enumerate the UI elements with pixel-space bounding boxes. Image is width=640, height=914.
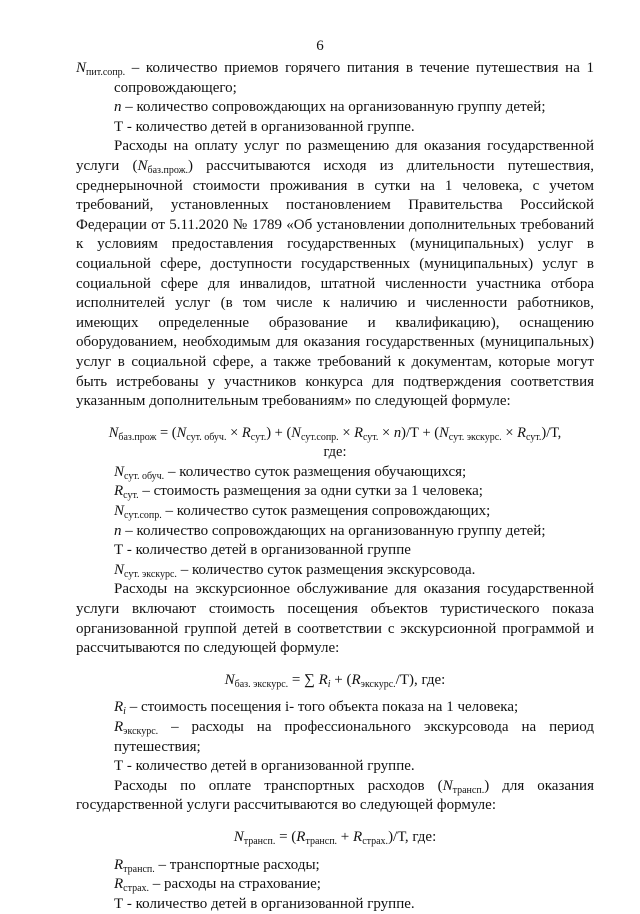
def-object-visit-cost: $R_i$ – стоимость посещения i- того объекта показа на 1 человека;	[114, 699, 519, 718]
formula-accommodation: $N_{баз.прож} = (N_{сут. обуч.} \times R_{сут.}) + (N_{сут.сопр.} \times R_{сут.} \times n)/Т + (N_{сут. экскурс.} \times R_{сут.})/Т$,	[108, 424, 562, 443]
def-nights-students: $N_{сут. обуч.}$ – количество суток размещения обучающихся;	[114, 463, 467, 482]
document-body	[76, 59, 594, 914]
page-number: 6	[316, 38, 324, 54]
paragraph-excursion: Расходы на экскурсионное обслуживание для оказания государственной услуги включают стоимость посещения объектов туристического показа организованной группой детей в соответствии с экскурсионной программой и рассчитываются по следующей формуле:	[76, 581, 594, 657]
def-transport-cost: $R_{трансп.}$ – транспортные расходы;	[114, 856, 320, 875]
formula-excursion: $N_{баз. экскурс.}$ = ∑ $R_i + (R_{экскурс.}/Т)$, где:	[224, 671, 446, 690]
def-children-count-4: Т - количество детей в организованной группе.	[114, 895, 415, 912]
paragraph-transport: Расходы по оплате транспортных расходов $(N_{трансп.})$ для оказания государственной услуги рассчитываются во следующей формуле:	[76, 777, 594, 814]
def-children-count-3: Т - количество детей в организованной группе.	[114, 758, 415, 775]
def-guide-cost: $R_{экскурс.}$ – расходы на профессионального экскурсовода на период путешествия;	[114, 719, 594, 755]
def-escorts-count-2: n – количество сопровождающих на организованную группу детей;	[114, 522, 546, 539]
paragraph-accommodation: Расходы на оплату услуг по размещению для оказания государственной услуги $(N_{баз.прож.})$ рассчитываются исходя из длительности путешествия, среднерыночной стоимости проживания в сутки на 1 человека, с учетом требований, установленных постановлением Правительства Российской Федерации от 5.11.2020 № 1789 «Об установлении дополнительных требований к условиям предоставления государственных (муниципальных) услуг в социальной сфере, доступности государственных (муниципальных) услуг в социальной сфере для инвалидов, штатной численности участника отбора исполнителей услуг (в том числе к наличию и численности работников, имеющих определенные образование и квалификацию), оснащению оборудованием, необходимым для оказания государственных (муниципальных) услуг в социальной сфере, а также требований к документам, которые могут быть истребованы у участников конкурса для подтверждения соответствия указанным дополнительным требованиям» по следующей формуле:	[76, 138, 594, 410]
def-nights-guide: $N_{сут. экскурс.}$ – количество суток размещения экскурсовода.	[114, 561, 476, 580]
def-meals-escort: $N_{пит.сопр.}$ – количество приемов горячего питания в течение путешествия на 1 сопровождающего;	[76, 60, 595, 96]
def-escorts-count: n – количество сопровождающих на организованную группу детей;	[114, 99, 546, 116]
def-nights-escorts: $N_{сут.сопр.}$ – количество суток размещения сопровождающих;	[114, 503, 491, 522]
def-children-count: Т - количество детей в организованной группе.	[114, 118, 415, 135]
def-children-count-2: Т - количество детей в организованной группе	[114, 542, 411, 559]
def-night-cost: $R_{сут.}$ – стоимость размещения за одни сутки за 1 человека;	[114, 483, 483, 502]
formula-where: где:	[323, 444, 347, 461]
def-insurance-cost: $R_{страх.}$ – расходы на страхование;	[114, 876, 321, 895]
formula-transport: $N_{трансп.} = (R_{трансп.} + R_{страх.})/Т$, где:	[233, 828, 437, 847]
